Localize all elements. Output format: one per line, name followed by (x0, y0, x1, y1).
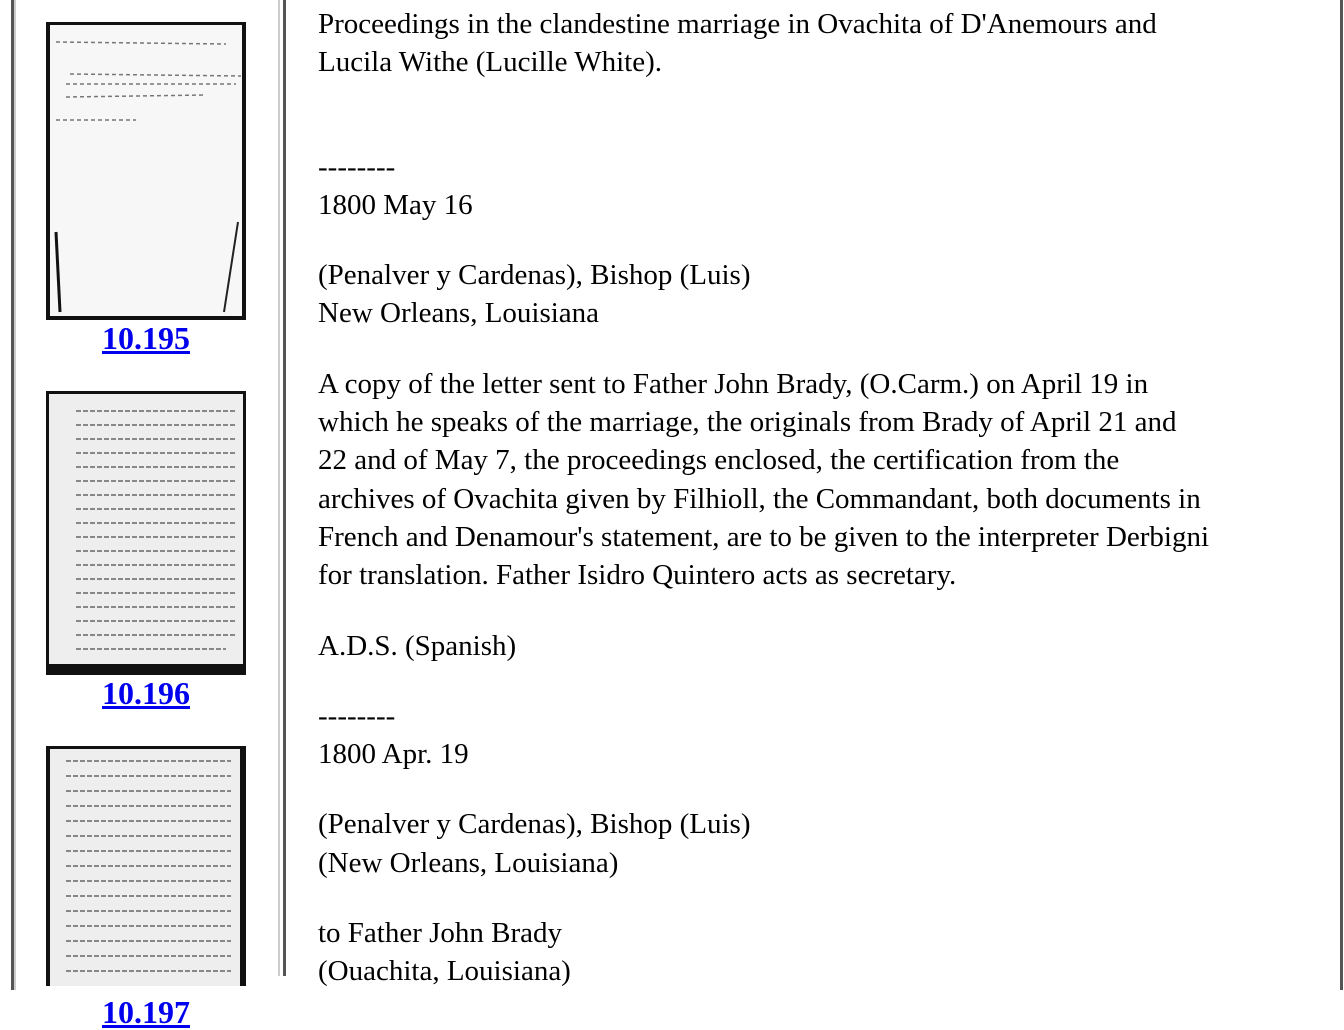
author: (Penalver y Cardenas), Bishop (Luis) (318, 808, 751, 841)
author: (Penalver y Cardenas), Bishop (Luis) (318, 259, 751, 292)
thumbnail-10-196[interactable] (46, 391, 246, 711)
entry-header (318, 697, 1209, 774)
separator: -------- (318, 150, 396, 183)
entry-recipient (318, 914, 1209, 991)
summary-line: A copy of the letter sent to Father John Brady, (O.Carm.) on April 19 in (318, 367, 1149, 400)
separator: -------- (318, 699, 396, 732)
document-thumbnail-image[interactable] (46, 391, 246, 675)
summary-line: 22 and of May 7, the proceedings enclosed, the certification from the (318, 444, 1120, 477)
entry-date: 1800 Apr. 19 (318, 738, 469, 771)
entry-date: 1800 May 16 (318, 188, 473, 221)
thumbnail-link[interactable]: 10.195 (102, 320, 190, 356)
format: A.D.S. (Spanish) (318, 629, 517, 662)
document-description (318, 5, 1209, 1023)
thumbnail-10-197[interactable] (46, 746, 246, 1030)
recipient: to Father John Brady (318, 917, 563, 950)
recipient-place: (Ouachita, Louisiana) (318, 955, 571, 988)
entry-author (318, 256, 1209, 333)
document-thumbnail-image[interactable] (46, 746, 246, 986)
cell-divider (278, 0, 280, 976)
summary-line: which he speaks of the marriage, the originals from Brady of April 21 and (318, 406, 1177, 439)
entry-header (318, 148, 1209, 225)
entry-format (318, 627, 1209, 665)
place: (New Orleans, Louisiana) (318, 846, 619, 879)
entry-author (318, 805, 1209, 882)
entry-summary (318, 365, 1209, 595)
summary-line: French and Denamour's statement, are to be given to the interpreter Derbigni (318, 520, 1210, 553)
title-line: Lucila Withe (Lucille White). (318, 46, 663, 79)
summary-line: archives of Ovachita given by Filhioll, the Commandant, both documents in (318, 482, 1201, 515)
thumbnail-10-195[interactable] (46, 22, 246, 356)
summary-line: for translation. Father Isidro Quintero acts as secretary. (318, 559, 957, 592)
title (318, 5, 1209, 82)
document-thumbnail-image[interactable] (46, 22, 246, 320)
thumbnail-link[interactable]: 10.197 (102, 994, 190, 1030)
thumbnail-link[interactable]: 10.196 (102, 675, 190, 711)
title-line: Proceedings in the clandestine marriage in Ovachita of D'Anemours and (318, 8, 1157, 40)
place: New Orleans, Louisiana (318, 297, 600, 330)
cell-divider (283, 0, 286, 976)
